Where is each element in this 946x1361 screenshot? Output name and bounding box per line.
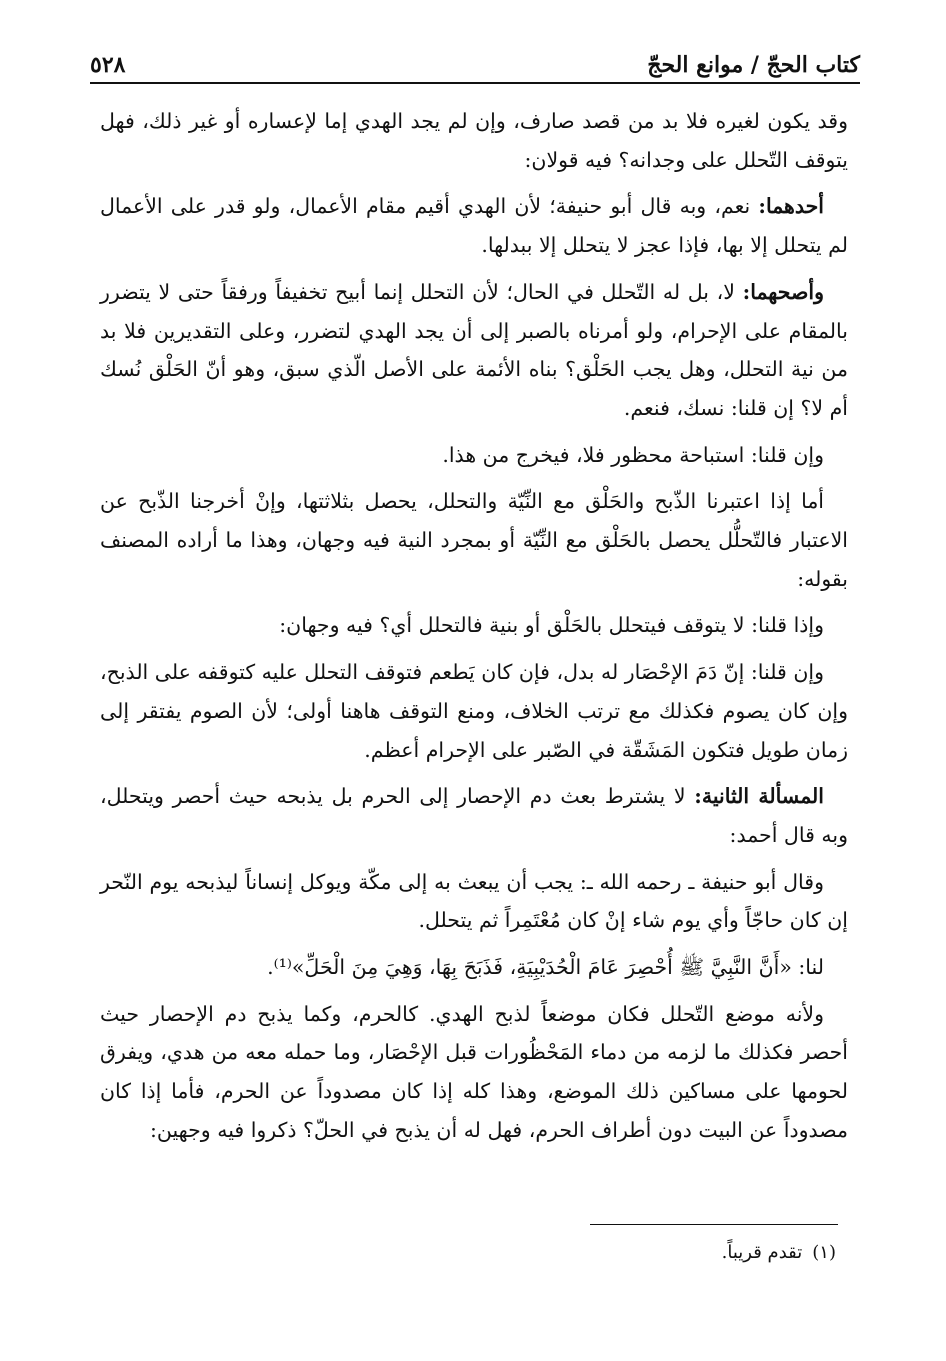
paragraph: المسألة الثانية: لا يشترط بعث دم الإحصار إلى الحرم بل يذبحه حيث أحصر ويتحلل، وبه قال أحمد: [100,784,848,847]
paragraph-lead: المسألة الثانية: [694,784,824,809]
footnote-text: تقدم قريباً. [721,1242,803,1263]
footnote-divider [590,1224,838,1225]
footnote [436,1240,836,1266]
paragraph: أحدهما: نعم، وبه قال أبو حنيفة؛ لأن الهدي أقيم مقام الأعمال، ولو قدر على الأعمال لم يتحلل إلا بها، فإذا عجز لا يتحلل إلا ببدلها. [100,194,848,258]
paragraph: وإن قلنا: استباحة محظور فلا، فيخرج من هذا. [442,442,824,467]
paragraph-lead: أحدهما: [758,194,824,219]
header-divider [90,82,860,84]
page-header [90,38,860,78]
running-title: كتاب الحجّ / موانع الحجّ [647,52,860,78]
page-number: ٥٢٨ [90,52,126,78]
paragraph: وإذا قلنا: لا يتوقف فيتحلل بالحَلْق أو بنية فالتحلل أي؟ فيه وجهان: [279,613,824,638]
paragraph-lead: وأصحهما: [742,279,824,304]
paragraph: وقد يكون لغيره فلا بد من قصد صارف، وإن لم يجد الهدي إما لإعساره أو غير ذلك، فهل يتوقف التّحلل على وجدانه؟ فيه قولان: [100,109,848,172]
paragraph: وقال أبو حنيفة ـ رحمه الله ـ: يجب أن يبعث به إلى مكّة ويوكل إنساناً ليذبحه يوم النّحر إن كان حاجّاً وأي يوم شاء إنْ كان مُعْتَمِراً ثم يتحلل. [100,869,848,933]
paragraph: وإن قلنا: إنّ دَمَ الإحْصَار له بدل، فإن كان يَطعم فتوقف التحلل عليه كتوقفه على الذبح، وإن كان يصوم فكذلك مع ترتب الخلاف، ومنع التوقف هاهنا أولى؛ لأن الصوم يفتقر إلى زمان طويل فتكون المَشَقّة في الصّبر على الإحرام أعظم. [100,660,848,762]
paragraph: أما إذا اعتبرنا الذّبح والحَلْق مع النِّيّة والتحلل، يحصل بثلاثتها، وإنْ أخرجنا الذّبح عن الاعتبار فالتّحلُّل يحصل بالحَلْق مع النِّيّة أو بمجرد النية فيه وجهان، وهذا ما أراده المصنف بقوله: [100,489,848,591]
paragraph: ولأنه موضع التّحلل فكان موضعاً لذبح الهدي. كالحرم، وكما يذبح دم الإحصار حيث أحصر فكذلك ما لزمه من دماء المَحْظُورات قبل الإحْصَار، وما حمله معه من هدي، ويفرق لحومها على مساكين ذلك الموضع، وهذا كله إذا كان مصدوداً عن الحرم، فأما إذا كان مصدوداً عن البيت دون أطراف الحرم، فهل له أن يذبح في الحلّ؟ ذكروا فيه وجهين: [100,1001,849,1142]
body-text [100,102,848,1158]
paragraph: لنا: «أَنَّ النَّبِيَّ ﷺ أُحْصِرَ عَامَ الْحُدَيْبِيَةِ، فَذَبَحَ بِهَا، وَهِيَ مِنَ الْحَلِّ»⁽¹⁾. [267,955,824,980]
paragraph: وأصحهما: لا، بل له التّحلل في الحال؛ لأن التحلل إنما أبيح تخفيفاً ورفقاً حتى لا يتضرر بالمقام على الإحرام، ولو أمرناه بالصبر إلى أن يجد الهدي لتضرر، وعلى التقديرين فلا بد من نية التحلل، وهل يجب الحَلْق؟ بناه الأئمة على الأصل الّذي سبق، وهو أنّ الحَلْق نُسك أم لا؟ إن قلنا: نسك، فنعم. [100,279,848,420]
footnote-number: (١) [812,1242,836,1263]
